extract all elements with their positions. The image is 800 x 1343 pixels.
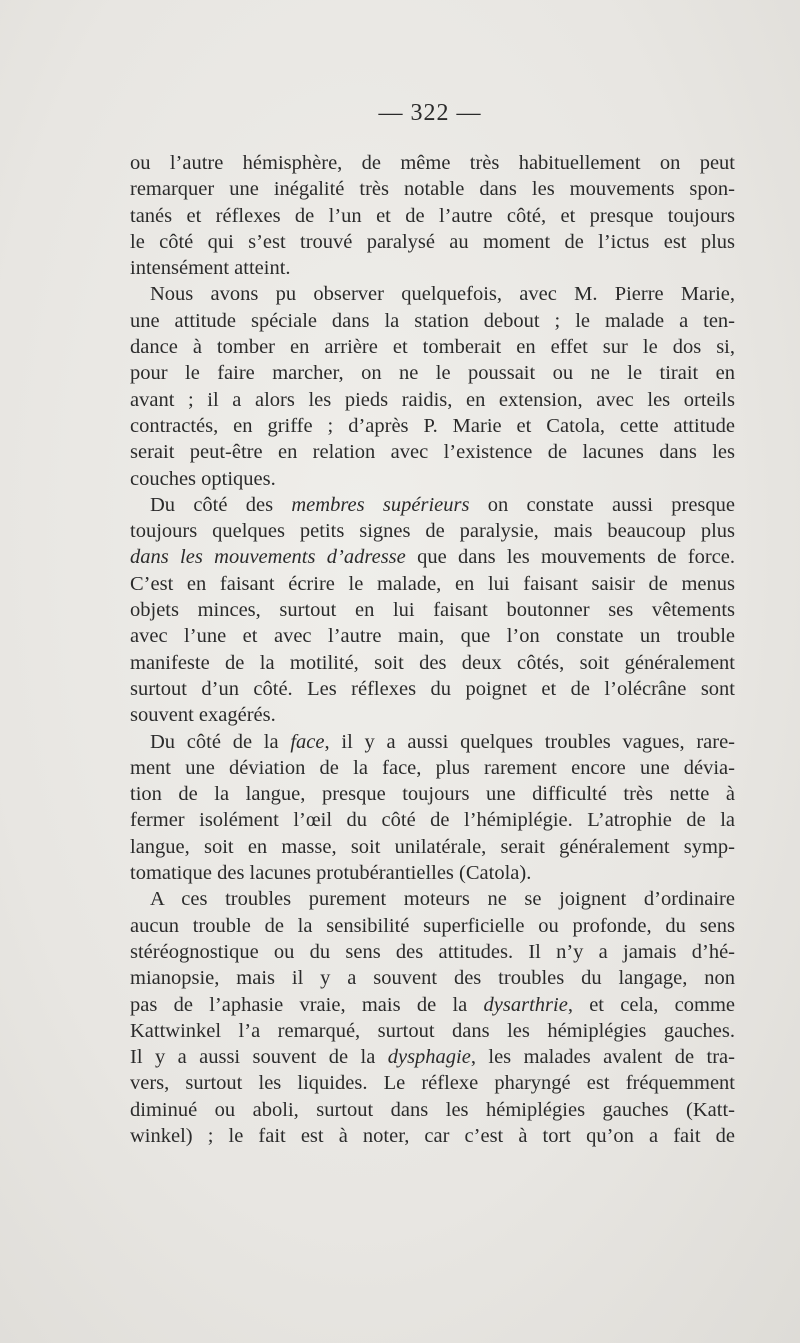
text-segment: Du côté des	[150, 493, 292, 516]
text-line: remarquer une inégalité très notable dans les mouvements spon-	[130, 178, 735, 201]
text-line: vers, surtout les liquides. Le réflexe pharyngé est fréquemment	[130, 1072, 735, 1095]
text-line: fermer isolément l’œil du côté de l’hémiplégie. L’atrophie de la	[130, 809, 735, 832]
text-segment: que dans les mouvements de force.	[405, 546, 735, 569]
italic-term: dans les mouvements d’adresse	[130, 546, 406, 569]
text-line	[130, 992, 735, 1018]
text-line: ou l’autre hémisphère, de même très habituellement on peut	[130, 152, 735, 174]
text-line: avec l’une et avec l’autre main, que l’on constate un trouble	[130, 625, 735, 648]
text-line: stéréognostique ou du sens des attitudes. Il n’y a jamais d’hé-	[130, 940, 735, 963]
text-segment: , les malades avalent de tra-	[470, 1046, 735, 1069]
page-number: — 322 —	[378, 100, 482, 126]
text-line: une attitude spéciale dans la station debout ; le malade a ten-	[130, 309, 735, 332]
text-line: surtout d’un côté. Les réflexes du poignet et de l’olécrâne sont	[130, 677, 735, 700]
text-line: tanés et réflexes de l’un et de l’autre côté, et presque toujours	[130, 204, 735, 227]
text-line: Nous avons pu observer quelquefois, avec M. Pierre Marie,	[150, 283, 735, 306]
italic-term: membres supérieurs	[291, 493, 470, 516]
text-line	[130, 1044, 735, 1070]
text-line: langue, soit en masse, soit unilatérale, serait généralement symp-	[130, 835, 735, 858]
text-line: intensément atteint.	[130, 257, 291, 280]
italic-term: dysphagie	[387, 1046, 471, 1069]
text-line: souvent exagérés.	[130, 704, 276, 727]
text-line: C’est en faisant écrire le malade, en lui faisant saisir de menus	[130, 572, 735, 595]
text-line	[130, 729, 735, 755]
text-line: aucun trouble de la sensibilité superficielle ou profonde, du sens	[130, 914, 735, 937]
text-line: diminué ou aboli, surtout dans les hémiplégies gauches (Katt-	[130, 1098, 735, 1121]
text-segment: , et cela, comme	[567, 993, 735, 1016]
body-text	[130, 150, 735, 1149]
text-line: Kattwinkel l’a remarqué, surtout dans les hémiplégies gauches.	[130, 1019, 735, 1042]
text-segment: , il y a aussi quelques troubles vagues, rare-	[324, 730, 735, 753]
italic-term: dysarthrie	[483, 993, 568, 1016]
text-line: pour le faire marcher, on ne le poussait ou ne le tirait en	[130, 362, 735, 385]
text-line: tomatique des lacunes protubérantielles (Catola).	[130, 862, 532, 885]
text-line: toujours quelques petits signes de paralysie, mais beaucoup plus	[130, 520, 735, 543]
text-segment: on constate aussi presque	[469, 493, 736, 516]
text-line: serait peut-être en relation avec l’existence de lacunes dans les	[130, 441, 735, 464]
text-line: manifeste de la motilité, soit des deux côtés, soit généralement	[130, 651, 735, 674]
text-line: mianopsie, mais il y a souvent des troubles du langage, non	[130, 967, 735, 990]
text-line: tion de la langue, presque toujours une difficulté très nette à	[130, 783, 735, 806]
text-line: contractés, en griffe ; d’après P. Marie et Catola, cette attitude	[130, 414, 735, 437]
text-segment: pas de l’aphasie vraie, mais de la	[130, 993, 484, 1016]
text-line: ment une déviation de la face, plus rarement encore une dévia-	[130, 756, 735, 779]
text-line: winkel) ; le fait est à noter, car c’est à tort qu’on a fait de	[130, 1124, 735, 1147]
text-line: objets minces, surtout en lui faisant boutonner ses vêtements	[130, 599, 735, 622]
text-line	[130, 492, 735, 518]
text-line: couches optiques.	[130, 467, 276, 490]
text-line: le côté qui s’est trouvé paralysé au moment de l’ictus est plus	[130, 230, 735, 253]
italic-term: face	[290, 730, 325, 753]
text-line: dance à tomber en arrière et tomberait en effet sur le dos si,	[130, 336, 735, 359]
text-line: avant ; il a alors les pieds raidis, en extension, avec les orteils	[130, 388, 735, 411]
text-line: A ces troubles purement moteurs ne se joignent d’ordinaire	[150, 888, 735, 911]
text-segment: Il y a aussi souvent de la	[130, 1046, 388, 1069]
text-line	[130, 544, 735, 570]
text-segment: Du côté de la	[150, 730, 291, 753]
